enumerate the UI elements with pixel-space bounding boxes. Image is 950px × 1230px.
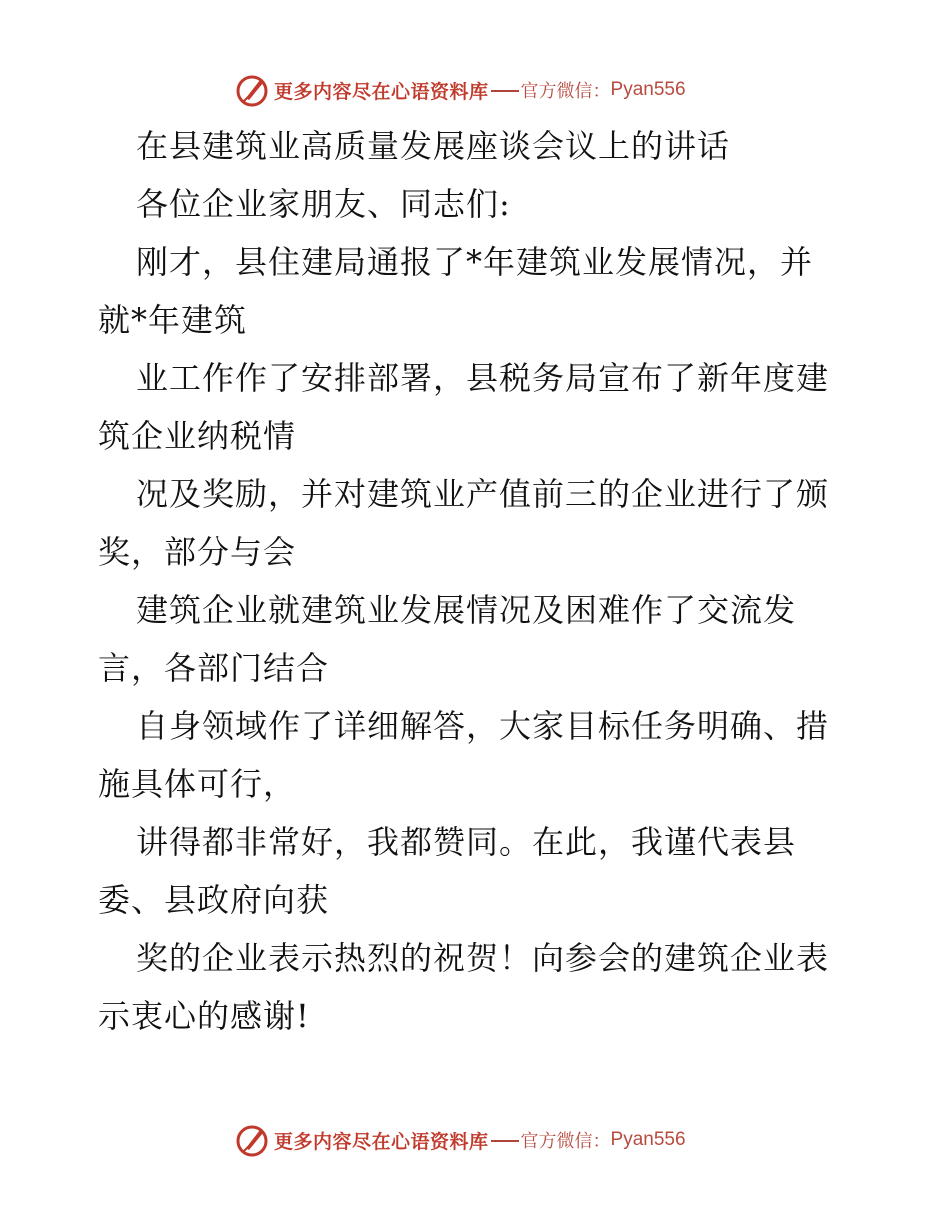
watermark-name: 更多内容尽在心语资料库 [274, 80, 489, 103]
watermark-name: 更多内容尽在心语资料库 [274, 1130, 489, 1153]
footer-watermark [234, 1120, 714, 1160]
watermark-label: 官方微信： [520, 1131, 611, 1152]
text-line: 就*年建筑 [98, 301, 248, 339]
watermark-label: 官方微信： [520, 81, 611, 102]
text-line: 业工作作了安排部署，县税务局宣布了新年度建 [136, 359, 830, 397]
text-line: 刚才，县住建局通报了*年建筑业发展情况，并 [136, 243, 814, 281]
document-title: 在县建筑业高质量发展座谈会议上的讲话 [136, 127, 731, 165]
text-line: 奖，部分与会 [98, 533, 297, 571]
text-line: 建筑企业就建筑业发展情况及困难作了交流发 [136, 591, 797, 629]
text-line: 讲得都非常好，我都赞同。在此，我谨代表县 [136, 823, 797, 861]
text-line: 言，各部门结合 [98, 649, 330, 687]
text-line: 委、县政府向获 [98, 881, 330, 919]
watermark-id: Pyan556 [610, 1129, 686, 1150]
text-line: 奖的企业表示热烈的祝贺！向参会的建筑企业表 [136, 939, 830, 977]
watermark-divider [491, 90, 519, 92]
text-line: 施具体可行， [98, 765, 297, 803]
header-watermark [234, 70, 714, 110]
quill-seal-icon [234, 1122, 270, 1158]
watermark-id: Pyan556 [610, 79, 686, 100]
text-line: 筑企业纳税情 [98, 417, 297, 455]
text-line: 况及奖励，并对建筑业产值前三的企业进行了颁 [136, 475, 830, 513]
text-line: 示衷心的感谢! [98, 997, 310, 1035]
quill-seal-icon [234, 72, 270, 108]
salutation: 各位企业家朋友、同志们: [136, 185, 511, 223]
document-body [98, 117, 858, 1045]
text-line: 自身领域作了详细解答，大家目标任务明确、措 [136, 707, 830, 745]
watermark-divider [491, 1140, 519, 1142]
